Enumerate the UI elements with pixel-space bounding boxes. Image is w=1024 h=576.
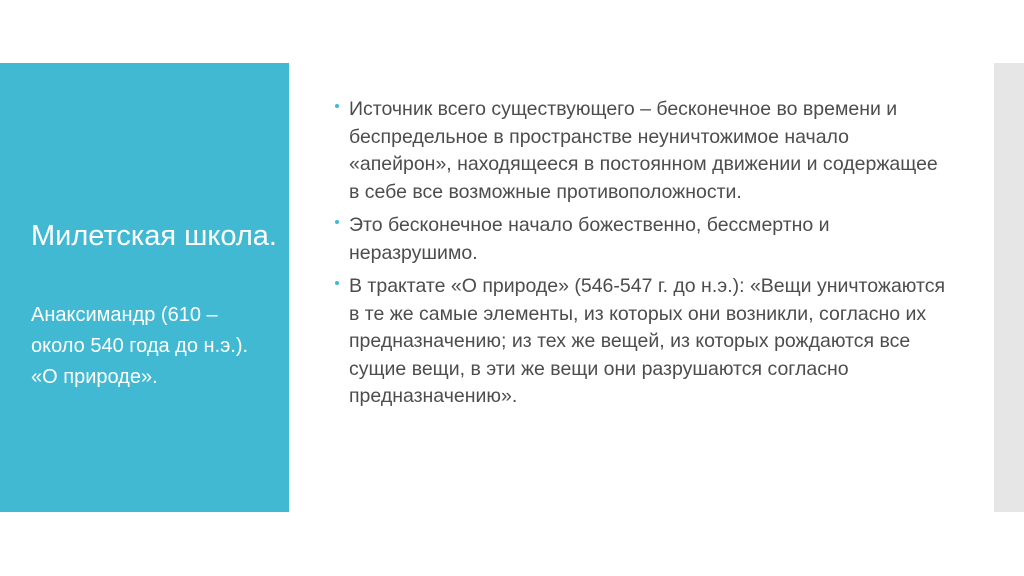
bullet-item: [335, 212, 945, 267]
slide-subtitle: Анаксимандр (610 – около 540 года до н.э.). «О природе».: [31, 304, 249, 388]
bullet-item: [335, 96, 945, 206]
bullet-dot-icon: [335, 104, 339, 108]
slide-title: Милетская школа.: [31, 220, 277, 252]
side-strip: [994, 63, 1024, 512]
bullet-text: Это бесконечное начало божественно, бессмертно и неразрушимо.: [349, 214, 830, 264]
bullet-item: [335, 273, 945, 411]
content-area: [335, 96, 945, 417]
bullet-dot-icon: [335, 281, 339, 285]
title-panel: [0, 63, 289, 512]
bullet-dot-icon: [335, 220, 339, 224]
bullet-text: Источник всего существующего – бесконечное во времени и беспредельное в пространстве неуничтожимое начало «апейрон», находящееся в постоянном движении и содержащее в себе все возможные противоположности.: [349, 98, 938, 203]
bullet-text: В трактате «О природе» (546-547 г. до н.э.): «Вещи уничтожаются в те же самые элементы, из которых они возникли, согласно их предназначению; из тех же вещей, из которых рождаются все сущие вещи, в эти же вещи они разрушаются согласно предназначению».: [349, 275, 946, 407]
